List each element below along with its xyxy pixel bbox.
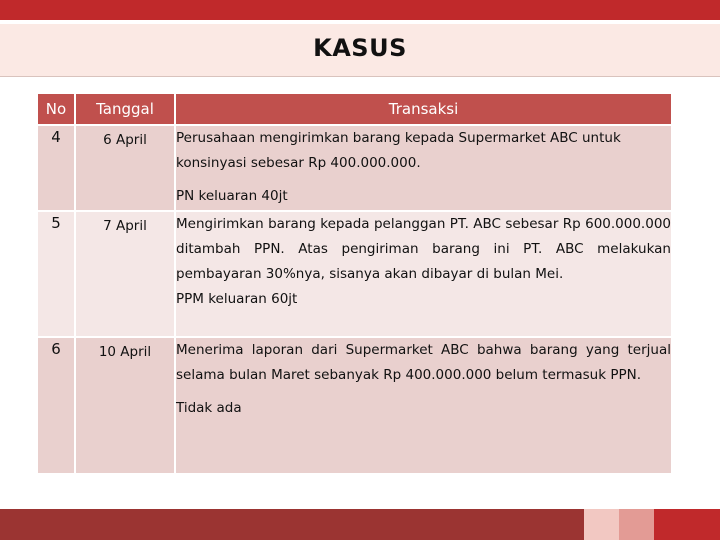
row-number bbox=[38, 337, 75, 473]
row-number-text: 4 bbox=[51, 128, 61, 146]
bottom-strip-swatch-mid bbox=[619, 509, 654, 540]
transaction-note: Tidak ada bbox=[176, 400, 242, 416]
bottom-strip-swatch-light bbox=[584, 509, 619, 540]
row-date-text: 6 April bbox=[103, 132, 147, 148]
transaction-note: PPM keluaran 60jt bbox=[176, 291, 298, 307]
row-date-text: 7 April bbox=[103, 218, 147, 234]
top-decor-band bbox=[0, 0, 720, 20]
transaction-text: Mengirimkan barang kepada pelanggan PT. ABC sebesar Rp 600.000.000 ditambah PPN. Atas pengiriman barang ini PT. ABC melakukan pembayaran 30%nya, sisanya akan dibayar di bulan Mei. bbox=[176, 216, 671, 282]
row-number bbox=[38, 125, 75, 211]
transaction-text: Perusahaan mengirimkan barang kepada Supermarket ABC untuk konsinyasi sebesar Rp 400.000.000. bbox=[176, 130, 621, 171]
slide-title: KASUS bbox=[313, 34, 407, 62]
row-transaction bbox=[175, 211, 671, 337]
table-header-row bbox=[38, 94, 671, 125]
row-number bbox=[38, 211, 75, 337]
table-row bbox=[38, 211, 671, 337]
header-tanggal: Tanggal bbox=[75, 94, 175, 125]
row-number-text: 6 bbox=[51, 340, 61, 358]
row-date bbox=[75, 337, 175, 473]
table-row bbox=[38, 337, 671, 473]
row-date bbox=[75, 125, 175, 211]
row-date-text: 10 April bbox=[98, 344, 152, 360]
row-date bbox=[75, 211, 175, 337]
case-table bbox=[38, 94, 671, 473]
bottom-strip-main bbox=[0, 509, 584, 540]
table-row bbox=[38, 125, 671, 211]
transaction-text: Menerima laporan dari Supermarket ABC bahwa barang yang terjual selama bulan Maret sebanyak Rp 400.000.000 belum termasuk PPN. bbox=[176, 342, 671, 383]
row-transaction bbox=[175, 125, 671, 211]
row-transaction bbox=[175, 337, 671, 473]
bottom-strip-swatch-dark bbox=[654, 509, 720, 540]
header-transaksi: Transaksi bbox=[175, 94, 671, 125]
row-number-text: 5 bbox=[51, 214, 61, 232]
bottom-decor-strip bbox=[0, 509, 720, 540]
transaction-note: PN keluaran 40jt bbox=[176, 188, 288, 204]
header-no: No bbox=[38, 94, 75, 125]
